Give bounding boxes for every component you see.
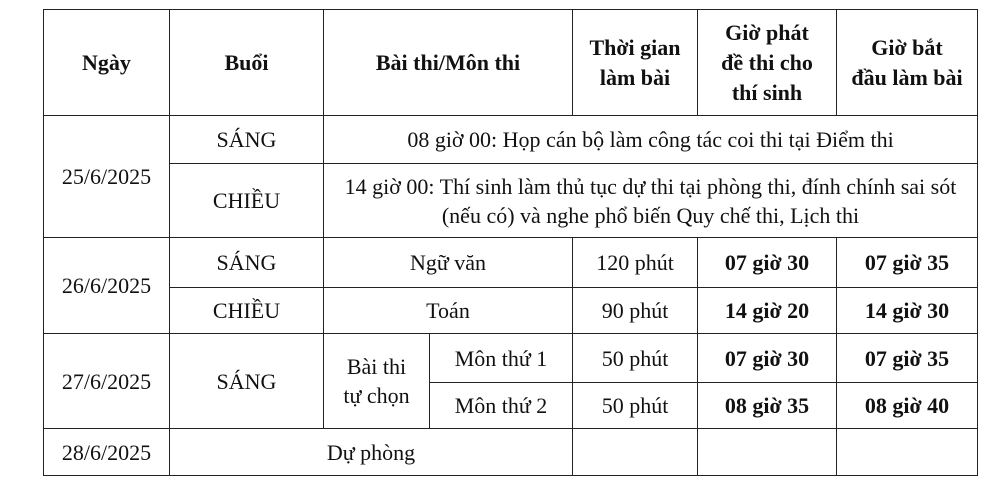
header-duration: Thời gian làm bài (573, 10, 698, 116)
date-cell: 25/6/2025 (44, 116, 170, 238)
duration-cell: 90 phút (573, 288, 698, 334)
start-time-cell: 07 giờ 35 (837, 238, 978, 288)
table-row (44, 334, 978, 383)
exam-schedule-table (43, 9, 978, 476)
empty-cell (698, 429, 837, 476)
table-row (44, 288, 978, 334)
start-time-cell: 14 giờ 30 (837, 288, 978, 334)
date-cell: 27/6/2025 (44, 334, 170, 429)
table-row (44, 116, 978, 164)
header-session: Buổi (170, 10, 324, 116)
start-time-cell: 07 giờ 35 (837, 334, 978, 383)
session-cell: CHIỀU (170, 164, 324, 238)
subject-cell: Ngữ văn (324, 238, 573, 288)
paper-time-cell: 14 giờ 20 (698, 288, 837, 334)
table-row (44, 429, 978, 476)
paper-time-cell: 07 giờ 30 (698, 334, 837, 383)
table-row (44, 238, 978, 288)
header-start-time: Giờ bắt đầu làm bài (837, 10, 978, 116)
subject-cell: Môn thứ 1 (430, 334, 573, 383)
empty-cell (573, 429, 698, 476)
duration-cell: 120 phút (573, 238, 698, 288)
header-date: Ngày (44, 10, 170, 116)
subject-cell: Toán (324, 288, 573, 334)
subject-cell: Môn thứ 2 (430, 383, 573, 429)
header-paper-time: Giờ phát đề thi cho thí sinh (698, 10, 837, 116)
note-cell: 08 giờ 00: Họp cán bộ làm công tác coi thi tại Điểm thi (324, 116, 978, 164)
session-cell: SÁNG (170, 116, 324, 164)
header-subject: Bài thi/Môn thi (324, 10, 573, 116)
date-cell: 26/6/2025 (44, 238, 170, 334)
header-row (44, 10, 978, 116)
note-cell: 14 giờ 00: Thí sinh làm thủ tục dự thi tại phòng thi, đính chính sai sót (nếu có) và nghe phổ biến Quy chế thi, Lịch thi (324, 164, 978, 238)
session-cell: CHIỀU (170, 288, 324, 334)
duration-cell: 50 phút (573, 383, 698, 429)
duration-cell: 50 phút (573, 334, 698, 383)
session-cell: SÁNG (170, 334, 324, 429)
session-cell: SÁNG (170, 238, 324, 288)
elective-group-cell: Bài thi tự chọn (324, 334, 430, 429)
start-time-cell: 08 giờ 40 (837, 383, 978, 429)
empty-cell (837, 429, 978, 476)
date-cell: 28/6/2025 (44, 429, 170, 476)
paper-time-cell: 07 giờ 30 (698, 238, 837, 288)
reserve-cell: Dự phòng (170, 429, 573, 476)
table-row (44, 164, 978, 238)
paper-time-cell: 08 giờ 35 (698, 383, 837, 429)
